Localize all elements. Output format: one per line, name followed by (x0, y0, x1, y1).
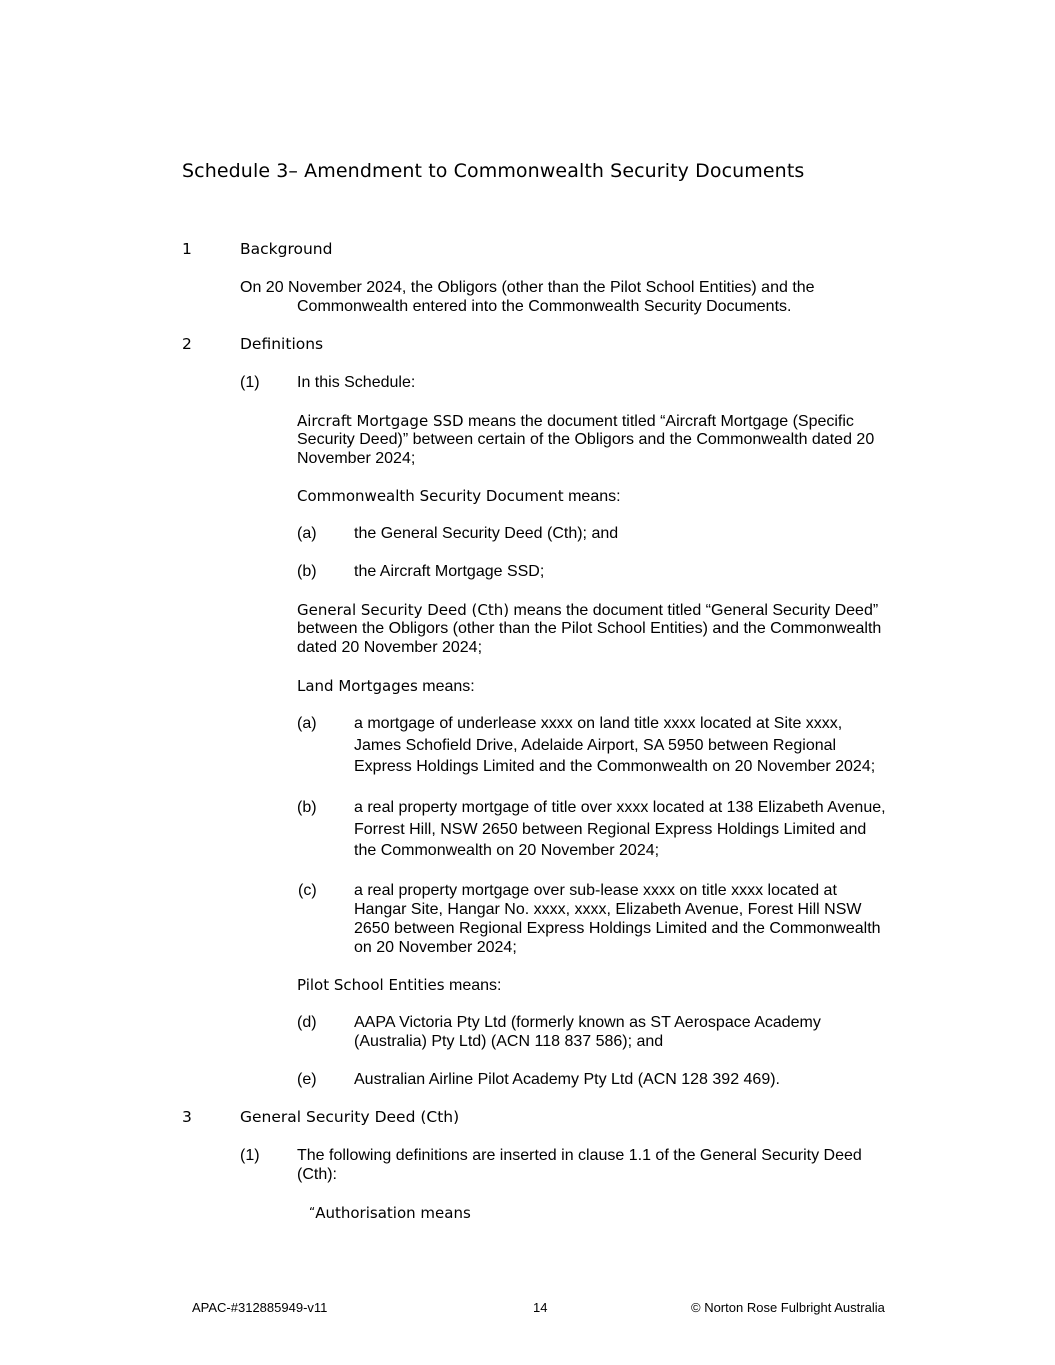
aircraft-mortgage-line3: November 2024; (297, 450, 416, 467)
land-mortgage-a-label: (a) (297, 715, 317, 732)
section-1-number: 1 (182, 240, 192, 258)
csd-item-b-text: the Aircraft Mortgage SSD; (354, 563, 545, 580)
csd-item-a-text: the General Security Deed (Cth); and (354, 525, 619, 542)
defined-term-pilot-school-entities: Pilot School Entities (297, 976, 445, 994)
land-mortgage-a-line1: a mortgage of underlease xxxx on land title xxxx located at Site xxxx, (354, 715, 843, 732)
land-mortgage-a-line3: Express Holdings Limited and the Commonwealth on 20 November 2024; (354, 758, 876, 775)
pilot-school-d-line1: AAPA Victoria Pty Ltd (formerly known as ST Aerospace Academy (354, 1014, 821, 1031)
land-mortgage-b-line1: a real property mortgage of title over xxxx located at 138 Elizabeth Avenue, (354, 799, 886, 816)
land-mortgage-b-label: (b) (297, 799, 317, 816)
background-text-line1: On 20 November 2024, the Obligors (other than the Pilot School Entities) and the (240, 279, 815, 296)
land-mortgage-c-line3: 2650 between Regional Express Holdings Limited and the Commonwealth (354, 920, 881, 937)
aircraft-mortgage-definition (297, 412, 854, 431)
land-mortgage-b-line2: Forrest Hill, NSW 2650 between Regional Express Holdings Limited and (354, 821, 867, 838)
section-1-heading: Background (240, 240, 333, 258)
commonwealth-security-document-means: means: (563, 488, 621, 505)
footer-page-number: 14 (533, 1300, 548, 1315)
gsd-sub1-line2: (Cth): (297, 1166, 337, 1183)
gsd-sub1-number: (1) (240, 1147, 260, 1164)
general-security-deed-line1: means the document titled “General Security Deed” (509, 602, 879, 619)
section-2-heading: Definitions (240, 335, 324, 353)
gsd-sub1-line1: The following definitions are inserted in clause 1.1 of the General Security Deed (297, 1147, 862, 1164)
general-security-deed-line3: dated 20 November 2024; (297, 639, 483, 656)
pilot-school-entities-means: means: (444, 977, 502, 994)
csd-item-b-label: (b) (297, 563, 317, 580)
section-3-number: 3 (182, 1108, 192, 1126)
section-3-heading: General Security Deed (Cth) (240, 1108, 460, 1126)
section-2-number: 2 (182, 335, 192, 353)
aircraft-mortgage-line1: means the document titled “Aircraft Mortgage (Specific (463, 413, 854, 430)
pilot-school-entities-definition (297, 976, 502, 995)
pilot-school-e-label: (e) (297, 1071, 317, 1088)
authorisation-means: means (415, 1204, 471, 1222)
definitions-sub1-number: (1) (240, 374, 260, 391)
aircraft-mortgage-line2: Security Deed)” between certain of the Obligors and the Commonwealth dated 20 (297, 431, 875, 448)
footer-doc-ref: APAC-#312885949-v11 (192, 1300, 328, 1315)
land-mortgage-c-label: (c) (298, 882, 317, 899)
defined-term-aircraft-mortgage: Aircraft Mortgage SSD (297, 412, 464, 430)
footer-copyright: © Norton Rose Fulbright Australia (691, 1300, 885, 1315)
opening-quote: “ (309, 1205, 316, 1219)
land-mortgage-a-line2: James Schofield Drive, Adelaide Airport, SA 5950 between Regional (354, 737, 837, 754)
land-mortgages-definition (297, 677, 475, 696)
land-mortgage-c-line2: Hangar Site, Hangar No. xxxx, xxxx, Elizabeth Avenue, Forest Hill NSW (354, 901, 862, 918)
pilot-school-e-line1: Australian Airline Pilot Academy Pty Ltd (ACN 128 392 469). (354, 1071, 780, 1088)
defined-term-land-mortgages: Land Mortgages (297, 677, 418, 695)
schedule-title: Schedule 3– Amendment to Commonwealth Security Documents (182, 160, 805, 182)
csd-item-a-label: (a) (297, 525, 317, 542)
defined-term-authorisation: Authorisation (315, 1204, 416, 1222)
land-mortgage-c-line4: on 20 November 2024; (354, 939, 517, 956)
general-security-deed-definition (297, 601, 878, 620)
definitions-sub1-text: In this Schedule: (297, 374, 416, 391)
authorisation-definition (309, 1204, 471, 1223)
pilot-school-d-line2: (Australia) Pty Ltd) (ACN 118 837 586); and (354, 1033, 664, 1050)
land-mortgage-b-line3: the Commonwealth on 20 November 2024; (354, 842, 660, 859)
background-text-line2: Commonwealth entered into the Commonwealth Security Documents. (297, 298, 792, 315)
commonwealth-security-document-definition (297, 487, 621, 506)
land-mortgage-c-line1: a real property mortgage over sub-lease xxxx on title xxxx located at (354, 882, 837, 899)
pilot-school-d-label: (d) (297, 1014, 317, 1031)
general-security-deed-line2: between the Obligors (other than the Pilot School Entities) and the Commonwealth (297, 620, 882, 637)
land-mortgages-means: means: (417, 678, 475, 695)
defined-term-general-security-deed: General Security Deed (Cth) (297, 601, 510, 619)
defined-term-commonwealth-security-document: Commonwealth Security Document (297, 487, 564, 505)
